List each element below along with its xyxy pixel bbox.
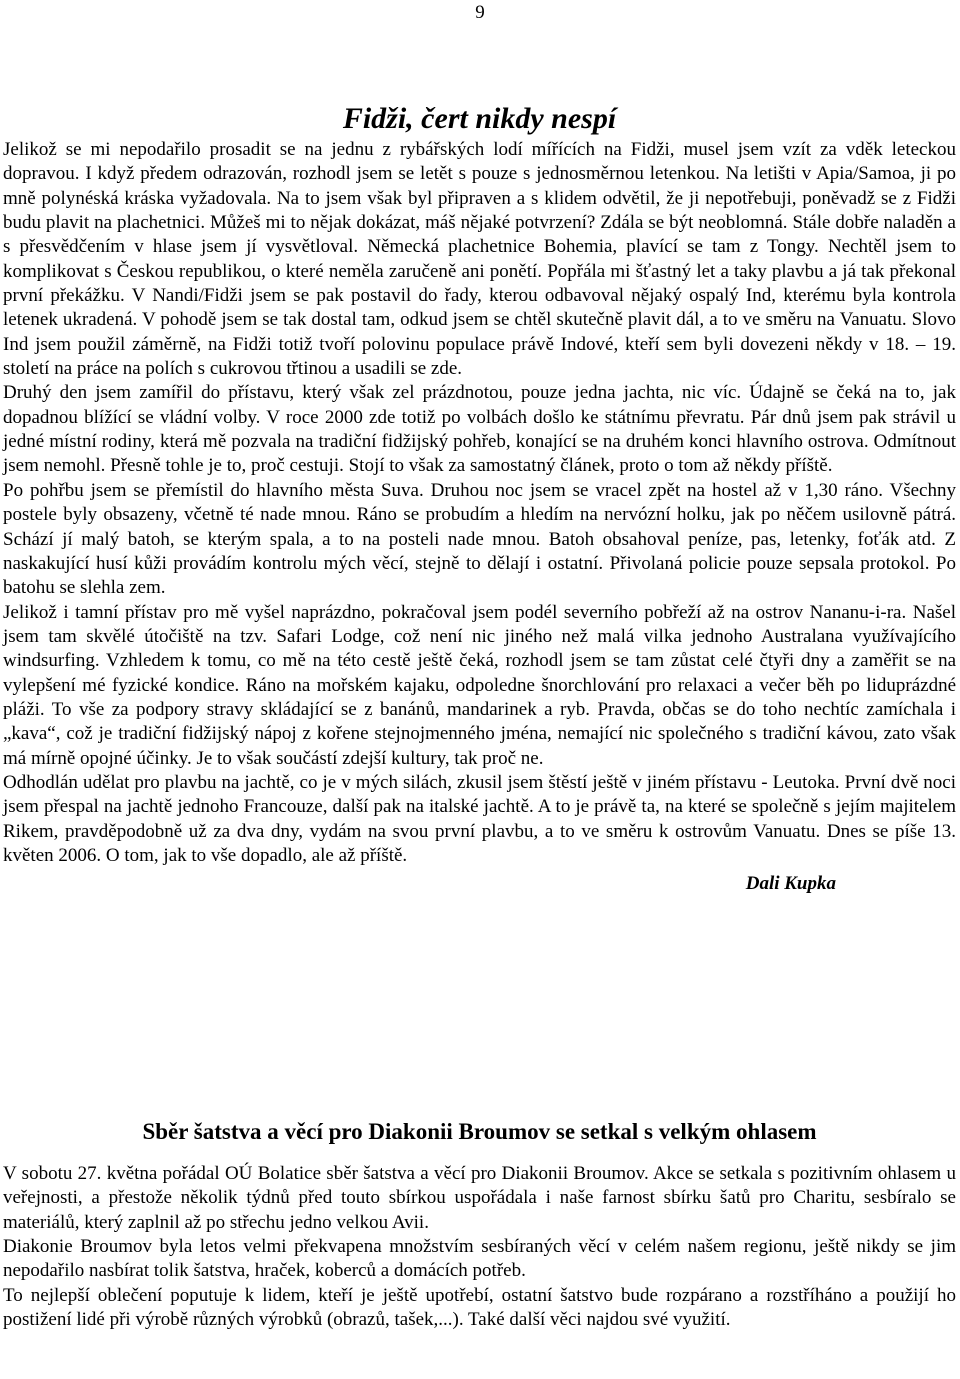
article-paragraph: Odhodlán udělat pro plavbu na jachtě, co je v mých silách, zkusil jsem štěstí ještě v jiném přístavu - Leutoka. První dvě noci jsem přespal na jachtě jednoho Francouze, další pak na italské jachtě. A to je právě ta, na které se společně s jejím majitelem Rikem, pravděpodobně už za dva dny, vydám na svou první plavbu, a to ve směru k ostrovům Vanuatu. Dnes se píše 13. květen 2006. O tom, jak to vše dopadlo, ale až příště. <box>3 771 956 866</box>
article-paragraph: To nejlepší oblečení poputuje k lidem, kteří je ještě upotřebí, ostatní šatstvo bude rozpárano a rozstříháno a použijí ho postižení lidé při výrobě různých výrobků (obrazů, tašek,...). Také další věci najdou své využití. <box>3 1284 956 1331</box>
article-paragraph: Diakonie Broumov byla letos velmi překvapena množstvím sesbíraných věcí v celém našem regionu, ještě nikdy se jim nepodařilo nasbírat tolik šatstva, hraček, koberců a domácích potřeb. <box>3 1236 956 1282</box>
article-paragraph: Jelikož se mi nepodařilo prosadit se na jednu z rybářských lodí mířících na Fidži, musel jsem vzít za vděk leteckou dopravou. I když předem odrazován, rozhodl jsem se letět s pouze s jednosměrnou letenkou. Na letišti v Apia/Samoa, ji po mně polynéská kráska vyžadovala. Na to jsem však byl připraven a s klidem odvětil, že ji nepotřebuji, poněvadž se z Fidži budu plavit na plachetnici. Můžeš mi to nějak dokázat, máš nějaké potvrzení? Zdála se být neoblomná. Stále dobře naladěn a s přesvědčením v hlase jsem jí vysvětloval. Německá plachetnice Bohemia, plavící se tam z Tongy. Nechtěl jsem to komplikovat s Českou republikou, o které neměla zaručeně ani ponětí. Popřála mi šťastný let a taky plavbu a já tak překonal první překážku. V Nandi/Fidži jsem se pak postavil do řady, kterou odbavoval nějaký ospalý Ind, kterému byla kontrola letenek ukradená. V pohodě jsem se tak dostal tam, odkud jsem se chtěl skutečně plavit dál, a to ve směru na Vanuatu. Slovo Ind jsem použil záměrně, na Fidži totiž tvoří polovinu populace právě Indové, kteří sem byli dovezeni někdy v 18. – 19. století na práce na polích s cukrovou třtinou a usadili se zde. <box>3 139 956 380</box>
article-diakonie <box>3 1118 956 1332</box>
spacer <box>3 1146 956 1162</box>
article-fidzi <box>3 100 956 896</box>
article-paragraph: Druhý den jsem zamířil do přístavu, který však zel prázdnotou, pouze jedna jachta, nic víc. Údajně se čeká na to, jak dopadnou blížící se vládní volby. V roce 2000 zde totiž po volbách došlo ke státnímu převratu. Pár dnů jsem pak strávil u jedné místní rodiny, která mě pozvala na tradiční fidžijský pohřeb, konající se na druhém konci hlavního ostrova. Odmítnout jsem nemohl. Přesně tohle je to, proč cestuji. Stojí to však za samostatný článek, proto o tom až někdy příště. <box>3 382 956 477</box>
author-signature: Dali Kupka <box>745 873 836 895</box>
article-title: Fidži, čert nikdy nespí <box>342 102 617 135</box>
article-title: Sběr šatstva a věcí pro Diakonii Broumov se setkal s velkým ohlasem <box>142 1119 817 1144</box>
article-paragraph: V sobotu 27. května pořádal OÚ Bolatice sběr šatstva a věcí pro Diakonii Broumov. Akce se setkala s pozitivním ohlasem u veřejnosti, a přestože několik týdnů před touto sbírkou uspořádala i naše farnost sbírku šatů pro Charitu, sesbíralo se materiálů, který zaplnil až po střechu jedno velkou Avii. <box>3 1163 956 1233</box>
article-paragraph: Po pohřbu jsem se přemístil do hlavního města Suva. Druhou noc jsem se vracel zpět na hostel až v 1,30 ráno. Všechny postele byly obsazeny, včetně té nade mnou. Ráno se probudím a hledím na nervózní holku, jak po něčem usilovně pátrá. Schází jí malý batoh, se kterým spala, a to na posteli nade mnou. Batoh obsahoval peníze, pas, letenky, foťák atd. Z naskakující husí kůži provádím kontrolu mých věcí, stejně to dělají i ostatní. Přivolaná policie pouze sepsala protokol. Po batohu se slehla zem. <box>3 479 956 599</box>
article-paragraph: Jelikož i tamní přístav pro mě vyšel naprázdno, pokračoval jsem podél severního pobřeží až na ostrov Nananu-i-ra. Našel jsem tam skvělé útočiště na tzv. Safari Lodge, což není nic jiného než malá vilka jednoho Australana využívajícího windsurfing. Vzhledem k tomu, co mě na této cestě ještě čeká, rozhodl jsem se tam zůstat celé čtyři dny a zaměřit se na vylepšení mé fyzické kondice. Ráno na mořském kajaku, odpoledne šnorchlování pro relaxaci a večer běh po liduprázdné pláži. To vše za podpory stravy skládající se z banánů, mandarinek a ryb. Pravda, občas se do toho nechtíc zamíchala i „kava“, což je tradiční fidžijský nápoj z kořene stejnojmenného jména, nemající nic společného s tradiční kávou, zato však má mírně opojné účinky. Je to však součástí zdejší kultury, tak proč ne. <box>3 601 956 769</box>
page-number: 9 <box>475 2 485 23</box>
